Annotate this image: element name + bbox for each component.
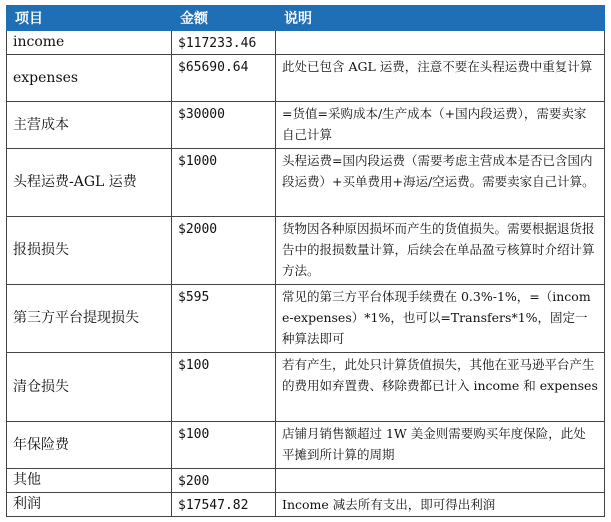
row-item: expenses — [7, 55, 172, 102]
row-note: 若有产生，此处只计算货值损失，其他在亚马逊平台产生的费用如弃置费、移除费都已计入 income 和 expenses — [276, 353, 605, 422]
header-item: 项目 — [7, 6, 172, 31]
row-item: income — [7, 31, 172, 55]
row-amount: $65690.64 — [172, 55, 276, 102]
row-note: 头程运费=国内段运费（需要考虑主营成本是否已含国内段运费）+买单费用+海运/空运费。需要卖家自己计算。 — [276, 149, 605, 217]
table-row — [7, 217, 605, 285]
header-row — [7, 6, 605, 31]
row-amount: $100 — [172, 422, 276, 469]
row-amount: $595 — [172, 285, 276, 353]
table-row — [7, 102, 605, 149]
header-note: 说明 — [276, 6, 605, 31]
row-note — [276, 31, 605, 55]
row-amount: $200 — [172, 469, 276, 493]
row-item: 年保险费 — [7, 422, 172, 469]
row-item: 清仓损失 — [7, 353, 172, 422]
row-item: 主营成本 — [7, 102, 172, 149]
row-amount: $17547.82 — [172, 493, 276, 517]
table-row — [7, 149, 605, 217]
row-note: Income 减去所有支出，即可得出利润 — [276, 493, 605, 517]
row-amount: $1000 — [172, 149, 276, 217]
row-note: 此处已包含 AGL 运费，注意不要在头程运费中重复计算 — [276, 55, 605, 102]
row-note: 货物因各种原因损坏而产生的货值损失。需要根据退货报告中的报损数量计算，后续会在单品盈亏核算时介绍计算方法。 — [276, 217, 605, 285]
row-item: 头程运费-AGL 运费 — [7, 149, 172, 217]
row-amount: $2000 — [172, 217, 276, 285]
header-amount: 金额 — [172, 6, 276, 31]
row-note: 常见的第三方平台体现手续费在 0.3%-1%，=（income-expenses）*1%，也可以=Transfers*1%，固定一种算法即可 — [276, 285, 605, 353]
table-row — [7, 469, 605, 493]
row-item: 报损损失 — [7, 217, 172, 285]
row-item: 利润 — [7, 493, 172, 517]
row-item: 第三方平台提现损失 — [7, 285, 172, 353]
table-row — [7, 422, 605, 469]
row-note: 店铺月销售额超过 1W 美金则需要购买年度保险，此处平摊到所计算的周期 — [276, 422, 605, 469]
row-note: =货值=采购成本/生产成本（+国内段运费），需要卖家自己计算 — [276, 102, 605, 149]
row-amount: $100 — [172, 353, 276, 422]
table-row — [7, 493, 605, 517]
row-note — [276, 469, 605, 493]
table-row — [7, 353, 605, 422]
table-row — [7, 285, 605, 353]
row-amount: $117233.46 — [172, 31, 276, 55]
table-row — [7, 31, 605, 55]
row-item: 其他 — [7, 469, 172, 493]
table-row — [7, 55, 605, 102]
profit-table — [6, 5, 605, 517]
row-amount: $30000 — [172, 102, 276, 149]
